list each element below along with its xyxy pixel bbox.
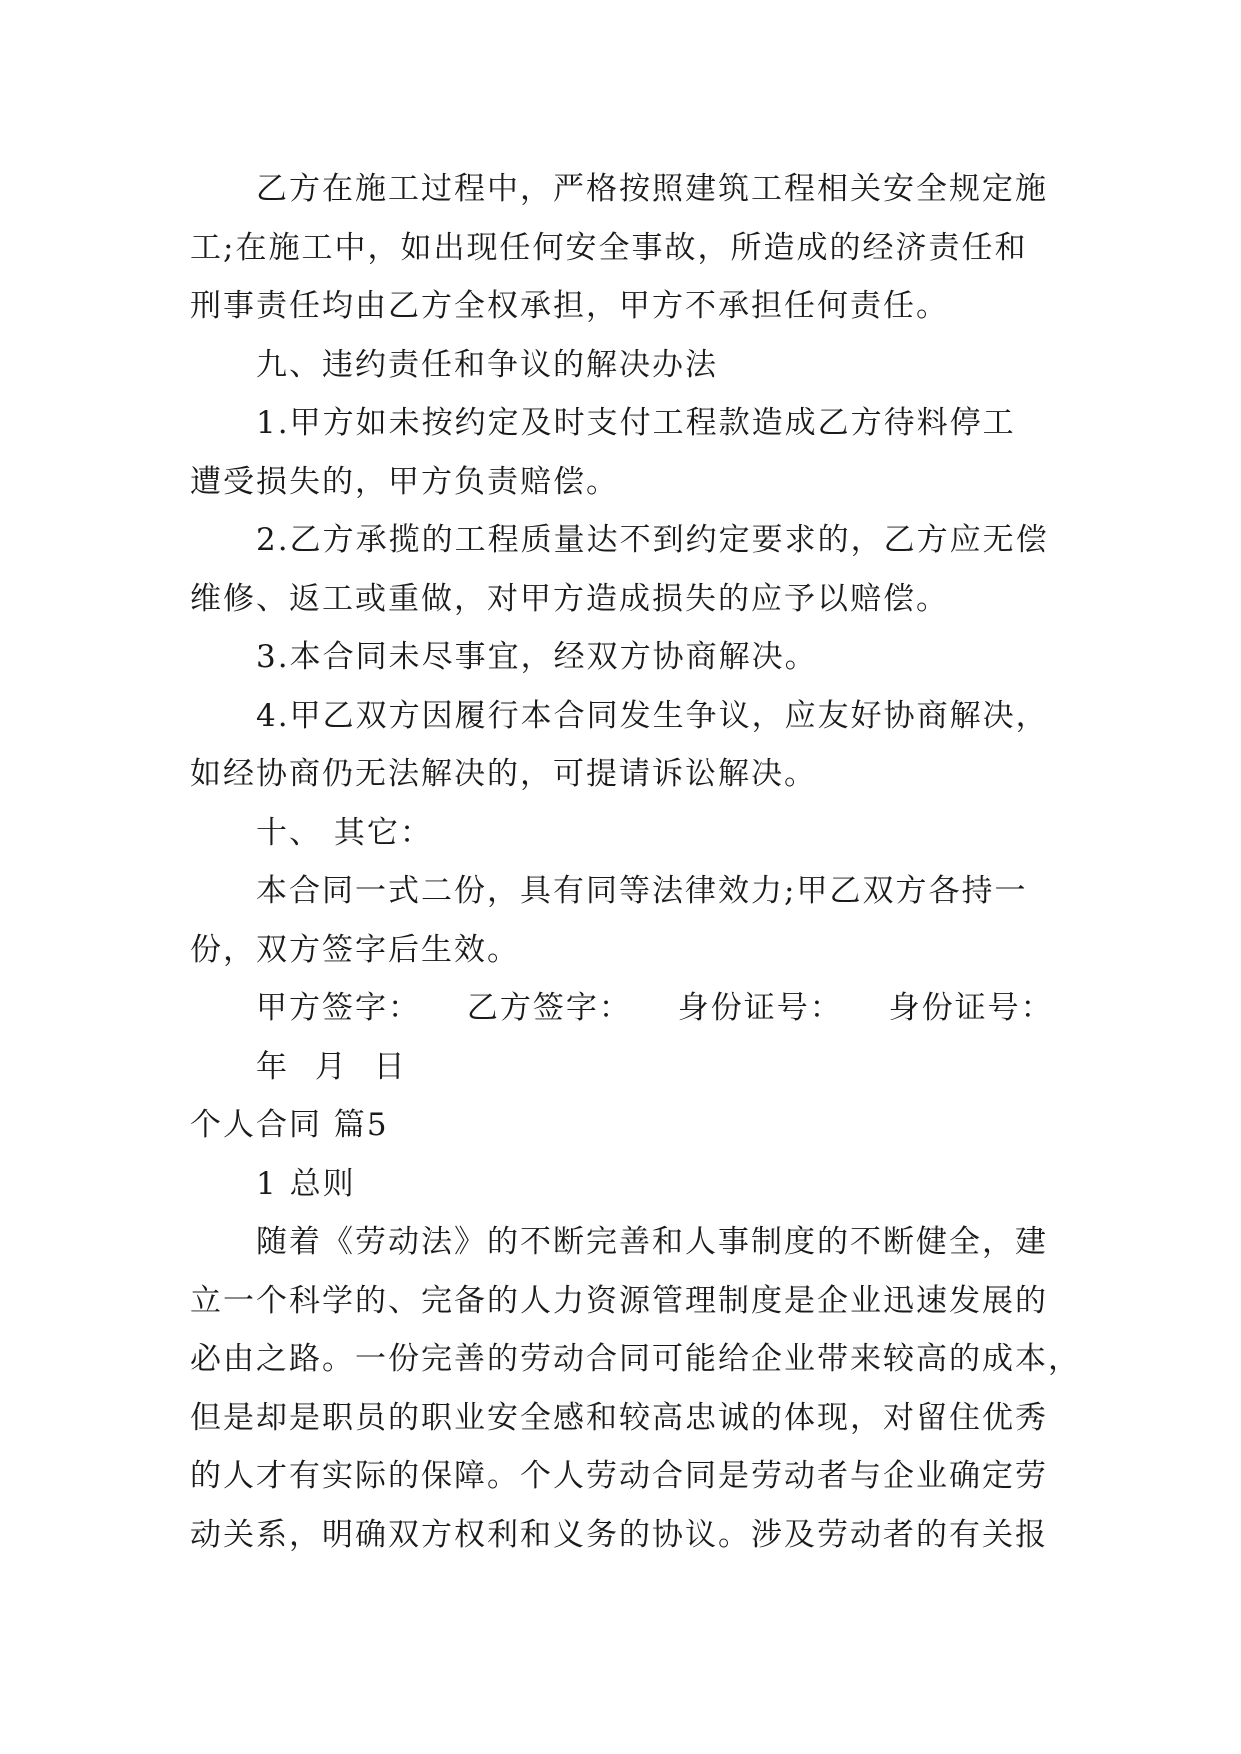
paragraph-line: 刑事责任均由乙方全权承担，甲方不承担任何责任。 <box>190 288 949 324</box>
clause-item: 1.甲方如未按约定及时支付工程款造成乙方待料停工 <box>256 405 1016 441</box>
clause-item: 2.乙方承揽的工程质量达不到约定要求的，乙方应无偿 <box>256 522 1049 558</box>
date-month: 月 <box>314 1048 348 1085</box>
date-row <box>190 1038 1060 1097</box>
party-b-id-label: 身份证号： <box>888 990 1054 1026</box>
paragraph-line: 动关系，明确双方权利和义务的协议。涉及劳动者的有关报 <box>190 1516 1048 1553</box>
paragraph-line: 份，双方签字后生效。 <box>190 931 520 968</box>
paragraph-line: 如经协商仍无法解决的，可提请诉讼解决。 <box>190 756 817 792</box>
date-day: 日 <box>373 1048 407 1085</box>
paragraph-line: 维修、返工或重做，对甲方造成损失的应予以赔偿。 <box>190 580 949 617</box>
paragraph-line: 但是却是职员的职业安全感和较高忠诚的体现，对留住优秀 <box>190 1399 1048 1436</box>
date-year: 年 <box>256 1048 289 1085</box>
party-a-signature-label: 甲方签字： <box>256 990 421 1026</box>
paragraph-line: 必由之路。一份完善的劳动合同可能给企业带来较高的成本， <box>190 1341 1081 1377</box>
paragraph-line: 遭受损失的，甲方负责赔偿。 <box>190 463 619 500</box>
subsection-heading: 1 总则 <box>256 1165 356 1202</box>
document-text <box>190 160 1081 1564</box>
clause-item: 3.本合同未尽事宜，经双方协商解决。 <box>256 639 818 675</box>
paragraph-line: 随着《劳动法》的不断完善和人事制度的不断健全，建 <box>256 1224 1048 1260</box>
party-b-signature-label: 乙方签字： <box>466 990 632 1026</box>
clause-heading: 九、违约责任和争议的解决办法 <box>256 346 718 383</box>
clause-heading: 十、 其它： <box>256 814 433 851</box>
signature-row <box>190 979 1060 1038</box>
paragraph-line: 工;在施工中，如出现任何安全事故，所造成的经济责任和 <box>190 229 1028 266</box>
clause-item: 4.甲乙双方因履行本合同发生争议，应友好协商解决， <box>256 697 1049 734</box>
paragraph-line: 本合同一式二份，具有同等法律效力;甲乙双方各持一 <box>256 873 1028 909</box>
party-a-id-label: 身份证号： <box>677 990 843 1026</box>
paragraph-line: 立一个科学的、完备的人力资源管理制度是企业迅速发展的 <box>190 1282 1048 1319</box>
section-heading: 个人合同 篇5 <box>190 1107 389 1143</box>
paragraph-line: 乙方在施工过程中，严格按照建筑工程相关安全规定施 <box>256 171 1048 207</box>
paragraph-line: 的人才有实际的保障。个人劳动合同是劳动者与企业确定劳 <box>190 1458 1048 1494</box>
